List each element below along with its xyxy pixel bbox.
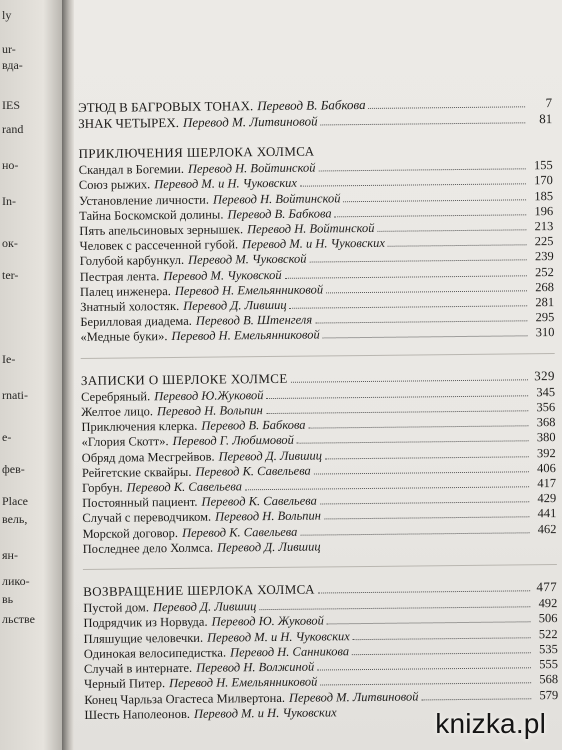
dot-leader <box>259 607 530 611</box>
entry-page-number: 579 <box>539 687 559 702</box>
entry-translator: Перевод Г. Любимовой <box>172 433 294 449</box>
entry-page-number: 310 <box>535 325 555 340</box>
entry-page-number: 7 <box>545 95 553 111</box>
dot-leader <box>324 548 530 550</box>
entry-title: Установление личности. <box>78 192 209 208</box>
entry-translator: Перевод Д. Лившиц <box>183 297 287 313</box>
entry-title: Конец Чарльза Огастеса Милвертона. <box>84 690 286 707</box>
entry-page-number: 356 <box>536 400 556 415</box>
left-page-fragment: ur- <box>2 42 16 56</box>
entry-translator: Перевод Ю. Жуковой <box>211 613 324 630</box>
dot-leader <box>266 410 528 414</box>
section-divider <box>83 564 557 570</box>
dot-leader <box>297 441 529 444</box>
left-page-fragment: ян- <box>2 548 18 562</box>
entry-title: Шесть Наполеонов. <box>84 706 191 722</box>
entry-title: Берилловая диадема. <box>80 314 192 330</box>
entry-page-number: 568 <box>539 672 559 687</box>
left-page-fragment: вь <box>2 592 14 606</box>
entry-translator: Перевод Н. Волжиной <box>196 659 315 675</box>
dot-leader <box>309 260 526 263</box>
entry-page-number: 196 <box>534 203 554 219</box>
left-page-fragment: льстве <box>2 612 35 626</box>
entry-title: Рейгетские сквайры. <box>81 464 192 480</box>
entry-title: ЗНАК ЧЕТЫРЕХ. <box>78 114 180 131</box>
entry-page-number: 368 <box>536 415 556 430</box>
entry-page-number: 345 <box>536 384 556 400</box>
entry-title: Последнее дело Холмса. <box>82 540 214 556</box>
entry-translator: Перевод М. Литвиновой <box>182 113 318 130</box>
dot-leader <box>343 199 526 202</box>
entry-title: Одинокая велосипедистка. <box>83 645 227 661</box>
dot-leader <box>300 184 526 187</box>
dot-leader <box>245 486 529 490</box>
left-page-fragment: ок- <box>2 236 18 250</box>
entry-page-number: 225 <box>534 234 554 249</box>
entry-page-number: 213 <box>534 219 554 234</box>
entry-title: ЭТЮД В БАГРОВЫХ ТОНАХ. <box>78 98 254 115</box>
section-page-number: 329 <box>534 367 555 383</box>
entry-translator: Перевод К. Савельева <box>181 524 298 540</box>
entry-page-number: 535 <box>538 641 558 657</box>
dot-leader <box>378 229 527 232</box>
entry-page-number: 555 <box>539 657 559 672</box>
entry-translator: Перевод М. Чуковской <box>163 267 282 283</box>
left-page-fragment: Place <box>2 494 28 508</box>
entry-translator: Перевод К. Савельева <box>201 493 317 509</box>
entry-page-number: 81 <box>539 111 553 127</box>
left-page-fragment: е- <box>2 430 12 444</box>
dot-leader <box>318 169 525 172</box>
entry-title: Пустой дом. <box>83 600 150 616</box>
dot-leader <box>324 517 529 520</box>
dot-leader <box>321 122 526 125</box>
entry-page-number: 406 <box>537 460 556 476</box>
toc-section <box>83 564 559 723</box>
entry-title: Голубой карбункул. <box>79 253 185 269</box>
dot-leader <box>352 652 531 655</box>
entry-translator: Перевод В. Штенгеля <box>195 312 313 329</box>
entry-page-number: 281 <box>535 295 555 310</box>
left-page-fragment: но- <box>2 158 19 172</box>
left-page-fragment: вель, <box>2 512 28 526</box>
entry-title: Черный Питер. <box>84 676 166 692</box>
left-page-fragment: ter- <box>2 268 19 282</box>
toc-section <box>81 353 557 557</box>
entry-translator: Перевод К. Савельева <box>195 463 311 479</box>
entry-translator: Перевод Д. Лившиц <box>218 448 323 464</box>
dot-leader <box>266 395 528 399</box>
entry-translator: Перевод В. Бабкова <box>227 206 332 222</box>
entry-title: Скандал в Богемии. <box>78 162 185 178</box>
entry-translator: Перевод Ю.Жуковой <box>154 387 264 404</box>
dot-leader <box>300 532 529 535</box>
entry-title: Постоянный пациент. <box>82 495 198 511</box>
entry-title: Знатный холостяк. <box>80 298 180 315</box>
entry-page-number: 441 <box>537 506 557 521</box>
dot-leader <box>291 379 528 382</box>
entry-translator: Перевод Н. Войтинской <box>212 190 341 207</box>
watermark: knizka.pl <box>435 708 546 739</box>
entry-page-number: 522 <box>538 626 558 641</box>
dot-leader <box>320 502 529 505</box>
entry-translator: Перевод Н. Емельянниковой <box>171 327 320 344</box>
entry-page-number: 429 <box>537 491 557 506</box>
entry-title: «Медные буки». <box>80 329 168 345</box>
left-page-fragment: rnati- <box>2 388 28 402</box>
entry-page-number: 295 <box>535 310 555 325</box>
entry-translator: Перевод Н. Вольпин <box>156 403 263 419</box>
entry-translator: Перевод М. и Н. Чуковских <box>242 236 385 252</box>
top-entries <box>78 95 552 132</box>
entry-page-number: 268 <box>535 279 555 295</box>
entry-page-number: 170 <box>534 173 553 188</box>
dot-leader <box>325 456 529 459</box>
dot-leader <box>318 590 530 593</box>
entry-title: Желтое лицо. <box>81 404 154 420</box>
entry-translator: Перевод М. Литвиновой <box>288 688 419 705</box>
entry-page-number: 492 <box>538 596 558 611</box>
entry-translator: Перевод В. Бабкова <box>201 417 306 433</box>
entry-translator: Перевод Д. Лившиц <box>152 599 257 615</box>
dot-leader <box>285 275 527 279</box>
section-page-number: 477 <box>536 579 558 595</box>
dot-leader <box>290 305 528 308</box>
dot-leader <box>309 426 529 429</box>
left-page-fragment: фев- <box>2 462 25 476</box>
entry-title: Пляшущие человечки. <box>83 630 204 646</box>
entry-translator: Перевод Н. Санникова <box>229 644 350 660</box>
entry-translator: Перевод В. Бабкова <box>257 96 366 114</box>
left-page-edge <box>0 0 62 750</box>
dot-leader <box>326 290 527 293</box>
entry-title: Палец инженера. <box>79 283 171 299</box>
left-page-fragment: In- <box>2 194 16 208</box>
entry-title: Человек с рассеченной губой. <box>79 237 239 254</box>
dot-leader <box>315 321 527 324</box>
toc-sections <box>78 141 558 723</box>
entry-translator: Перевод Н. Войтинской <box>187 160 316 177</box>
dot-leader <box>318 153 526 155</box>
entry-translator: Перевод Д. Лившиц <box>217 539 321 555</box>
section-divider <box>81 353 555 359</box>
toc-page <box>74 0 562 750</box>
entry-translator: Перевод М. и Н. Чуковских <box>154 176 298 192</box>
entry-page-number: 417 <box>537 476 557 491</box>
entry-translator: Перевод Н. Войтинской <box>246 220 375 237</box>
left-page-fragment: Ie- <box>2 352 16 366</box>
entry-page-number: 392 <box>536 445 556 460</box>
dot-leader <box>314 471 529 474</box>
entry-translator: Перевод Н. Вольпин <box>215 508 322 525</box>
dot-leader <box>369 106 526 109</box>
entry-translator: Перевод Н. Емельянниковой <box>168 674 318 691</box>
section-heading-title: ПРИКЛЮЧЕНИЯ ШЕРЛОКА ХОЛМСА <box>78 143 315 161</box>
table-of-contents <box>78 95 558 723</box>
entry-title: Тайна Боскомской долины. <box>79 207 224 223</box>
entry-translator: Перевод Н. Емельянниковой <box>174 282 324 298</box>
entry-page-number: 380 <box>536 430 556 445</box>
left-page-fragment: вда- <box>2 58 23 72</box>
entry-title: Пять апельсиновых зернышек. <box>79 222 244 239</box>
left-page-fragment: лико- <box>2 574 30 588</box>
entry-title: Горбун. <box>81 480 123 496</box>
dot-leader <box>421 698 531 700</box>
entry-title: Серебряный. <box>81 389 151 404</box>
entry-page-number: 239 <box>534 249 554 264</box>
entry-page-number: 462 <box>537 521 557 536</box>
left-page-fragment: IES <box>2 98 20 112</box>
dot-leader <box>323 336 528 339</box>
dot-leader <box>317 667 531 670</box>
entry-translator: Перевод К. Савельева <box>126 479 243 495</box>
section-heading-title: ЗАПИСКИ О ШЕРЛОКЕ ХОЛМСЕ <box>80 370 288 388</box>
entry-page-number: 252 <box>535 264 554 279</box>
entry-title: Случай с переводчиком. <box>82 510 212 526</box>
book-gutter <box>62 0 74 750</box>
dot-leader <box>353 637 531 640</box>
dot-leader <box>388 245 527 247</box>
entry-page-number: 185 <box>534 188 554 203</box>
entry-translator: Перевод М. Чуковской <box>188 252 307 268</box>
entry-title: Случай в интернате. <box>83 660 193 677</box>
dot-leader <box>320 683 531 686</box>
entry-translator: Перевод М. и Н. Чуковских <box>207 628 350 645</box>
dot-leader <box>335 214 527 217</box>
entry-page-number: 506 <box>538 611 558 626</box>
entry-title: Союз рыжих. <box>78 177 151 193</box>
entry-page-number: 155 <box>533 158 553 173</box>
entry-translator: Перевод М. и Н. Чуковских <box>193 705 337 721</box>
entry-title: Пестрая лента. <box>79 268 160 284</box>
entry-title: Обряд дома Месгрейвов. <box>81 449 215 465</box>
entry-title: Приключения клерка. <box>81 419 198 435</box>
toc-section <box>78 141 554 346</box>
entry-title: «Глория Скотт». <box>81 434 169 450</box>
left-page-fragment: rand <box>2 122 24 136</box>
dot-leader <box>327 622 531 625</box>
entry-title: Подрядчик из Норвуда. <box>83 615 208 631</box>
left-page-fragment: ly <box>2 8 12 22</box>
section-heading-title: ВОЗВРАЩЕНИЕ ШЕРЛОКА ХОЛМСА <box>83 581 315 600</box>
entry-title: Морской договор. <box>82 525 179 541</box>
